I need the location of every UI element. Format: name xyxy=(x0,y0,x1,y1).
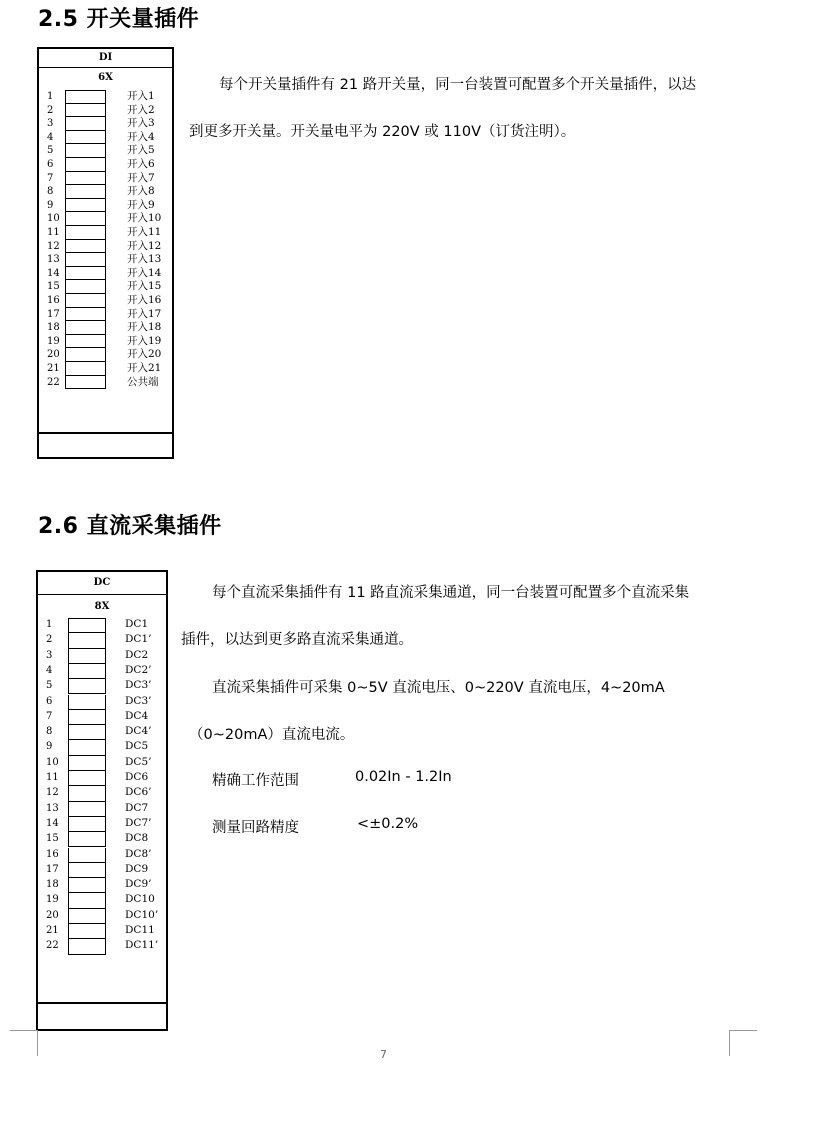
dc-terminal-number: 18 xyxy=(46,879,59,891)
di-terminal-label: 开入16 xyxy=(127,294,162,306)
section-2-6-paragraph-line-2: 插件，以达到更多路直流采集通道。 xyxy=(181,632,413,648)
di-terminal-number: 10 xyxy=(47,213,60,225)
di-terminal-label: 开入17 xyxy=(127,307,162,320)
dc-terminal-cell xyxy=(68,909,106,924)
dc-terminal-number: 15 xyxy=(46,833,59,845)
di-terminal-number: 8 xyxy=(47,186,54,198)
dc-block-footer-divider xyxy=(38,1002,166,1004)
dc-terminal-number: 7 xyxy=(46,710,53,722)
dc-terminal-label: DC11 xyxy=(125,924,155,936)
di-terminal-row xyxy=(39,335,172,349)
dc-terminal-cell xyxy=(68,618,106,633)
dc-terminal-label: DC1’ xyxy=(125,633,152,646)
dc-terminal-row xyxy=(38,817,166,831)
di-terminal-number: 17 xyxy=(47,308,60,320)
dc-terminal-row xyxy=(38,802,166,816)
dc-terminal-number: 8 xyxy=(46,726,53,738)
di-terminal-cell xyxy=(65,308,106,322)
di-terminal-number: 15 xyxy=(47,281,60,293)
dc-terminal-cell xyxy=(68,802,106,817)
di-terminal-label: 开入3 xyxy=(127,117,155,130)
di-terminal-cell xyxy=(65,104,106,118)
dc-terminal-number: 16 xyxy=(46,848,59,860)
dc-terminal-cell xyxy=(68,725,106,740)
di-terminal-cell xyxy=(65,185,106,199)
dc-terminal-cell xyxy=(68,679,106,694)
di-terminal-cell xyxy=(65,267,106,281)
dc-terminal-row xyxy=(38,679,166,693)
dc-terminal-row xyxy=(38,740,166,754)
spec-accuracy-range-value: 0.02In - 1.2In xyxy=(355,769,452,785)
dc-terminal-label: DC4’ xyxy=(125,725,152,738)
di-terminal-row xyxy=(39,144,172,158)
di-terminal-label: 开入4 xyxy=(127,130,155,143)
dc-terminal-label: DC7’ xyxy=(125,816,152,829)
crop-mark-left xyxy=(10,1030,38,1056)
dc-block-slot: 8X xyxy=(94,601,110,612)
dc-terminal-row xyxy=(38,848,166,862)
dc-terminal-cell xyxy=(68,756,106,771)
section-2-6-paragraph-line-3: 直流采集插件可采集 0~5V 直流电压、0~220V 直流电压，4~20mA xyxy=(212,680,665,696)
di-terminal-row xyxy=(39,321,172,335)
di-block-footer-divider xyxy=(39,432,172,434)
section-2-6-paragraph-line-4: （0~20mA）直流电流。 xyxy=(189,727,355,743)
dc-terminal-label: DC2 xyxy=(125,648,149,661)
di-terminal-row xyxy=(39,362,172,376)
di-terminal-row xyxy=(39,131,172,145)
dc-terminal-label: DC7 xyxy=(125,801,149,814)
dc-terminal-label: DC10 xyxy=(125,893,155,906)
di-terminal-row xyxy=(39,308,172,322)
di-terminal-label: 开入12 xyxy=(127,239,162,252)
section-2-6-paragraph-line-1: 每个直流采集插件有 11 路直流采集通道，同一台装置可配置多个直流采集 xyxy=(212,585,690,601)
di-terminal-label: 开入10 xyxy=(127,212,162,225)
di-terminal-number: 20 xyxy=(47,349,60,361)
dc-terminal-row xyxy=(38,832,166,846)
dc-block-title: DC xyxy=(38,572,166,595)
di-terminal-label: 开入1 xyxy=(127,90,155,102)
di-terminal-label: 公共端 xyxy=(127,375,159,388)
di-terminal-cell xyxy=(65,376,106,390)
di-terminal-cell xyxy=(65,362,106,376)
di-terminal-number: 1 xyxy=(47,91,54,102)
di-terminal-label: 开入15 xyxy=(127,280,162,293)
di-terminal-number: 11 xyxy=(47,227,60,238)
di-terminal-row xyxy=(39,212,172,226)
di-terminal-row xyxy=(39,267,172,281)
di-terminal-number: 3 xyxy=(47,118,54,130)
dc-terminal-row xyxy=(38,725,166,739)
dc-terminal-label: DC4 xyxy=(125,709,149,722)
di-terminal-row xyxy=(39,294,172,308)
dc-terminal-number: 11 xyxy=(46,772,59,783)
di-terminal-number: 14 xyxy=(47,267,60,279)
di-terminal-number: 6 xyxy=(47,159,54,170)
di-terminal-cell xyxy=(65,172,106,186)
dc-terminal-cell xyxy=(68,939,106,954)
spec-measurement-precision-value: <±0.2% xyxy=(357,816,419,832)
dc-terminal-row xyxy=(38,633,166,647)
dc-terminal-number: 10 xyxy=(46,756,59,768)
dc-terminal-number: 1 xyxy=(46,619,53,630)
di-terminal-label: 开入21 xyxy=(127,362,162,374)
di-terminal-number: 2 xyxy=(47,104,54,116)
dc-terminal-cell xyxy=(68,878,106,893)
section-2-6-heading: 2.6 直流采集插件 xyxy=(38,514,222,539)
dc-terminal-label: DC1 xyxy=(125,618,149,630)
di-terminal-row xyxy=(39,226,172,240)
di-terminal-label: 开入5 xyxy=(127,144,155,157)
dc-terminal-cell xyxy=(68,924,106,939)
page-number: 7 xyxy=(380,1048,387,1061)
dc-terminal-number: 3 xyxy=(46,649,53,661)
di-terminal-row xyxy=(39,117,172,131)
di-terminal-row xyxy=(39,90,172,104)
di-terminal-label: 开入11 xyxy=(127,226,162,238)
dc-terminal-label: DC5’ xyxy=(125,755,152,768)
dc-terminal-label: DC11’ xyxy=(125,939,159,952)
di-terminal-label: 开入19 xyxy=(127,334,162,347)
dc-terminal-cell xyxy=(68,893,106,908)
di-terminal-cell xyxy=(65,335,106,349)
section-2-5-paragraph-line-2: 到更多开关量。开关量电平为 220V 或 110V（订货注明）。 xyxy=(189,124,576,140)
dc-terminal-cell xyxy=(68,740,106,755)
dc-terminal-row xyxy=(38,924,166,938)
di-terminal-number: 4 xyxy=(47,131,54,143)
di-terminal-number: 22 xyxy=(47,376,60,388)
di-terminal-row xyxy=(39,376,172,390)
dc-terminal-label: DC10’ xyxy=(125,908,159,921)
di-terminal-cell xyxy=(65,280,106,294)
dc-terminal-number: 21 xyxy=(46,925,59,936)
di-terminal-number: 13 xyxy=(47,254,60,266)
crop-mark-right xyxy=(729,1030,757,1056)
dc-terminal-number: 17 xyxy=(46,863,59,875)
di-terminal-row xyxy=(39,280,172,294)
dc-terminal-row xyxy=(38,786,166,800)
di-terminal-number: 16 xyxy=(47,295,60,306)
di-terminal-label: 开入18 xyxy=(127,321,162,334)
di-terminal-block xyxy=(37,47,174,459)
dc-terminal-label: DC3’ xyxy=(125,679,152,692)
dc-terminal-number: 14 xyxy=(46,817,59,829)
di-terminal-cell xyxy=(65,158,106,172)
dc-terminal-cell xyxy=(68,817,106,832)
spec-accuracy-range-label: 精确工作范围 xyxy=(212,773,299,789)
dc-terminal-cell xyxy=(68,649,106,664)
di-terminal-row xyxy=(39,104,172,118)
dc-terminal-cell xyxy=(68,863,106,878)
dc-terminal-row xyxy=(38,893,166,907)
dc-terminal-cell xyxy=(68,710,106,725)
di-terminal-row xyxy=(39,158,172,172)
section-2-5-heading: 2.5 开关量插件 xyxy=(38,7,200,32)
dc-terminal-number: 20 xyxy=(46,909,59,921)
dc-terminal-label: DC9’ xyxy=(125,878,152,891)
di-terminal-cell xyxy=(65,117,106,131)
dc-terminal-row xyxy=(38,909,166,923)
di-terminal-number: 7 xyxy=(47,172,54,184)
dc-terminal-label: DC5 xyxy=(125,740,149,753)
dc-terminal-label: DC9 xyxy=(125,862,149,875)
dc-terminal-cell xyxy=(68,695,106,710)
dc-terminal-row xyxy=(38,863,166,877)
dc-terminal-number: 12 xyxy=(46,787,59,799)
dc-terminal-cell xyxy=(68,771,106,786)
dc-terminal-label: DC8’ xyxy=(125,847,152,860)
di-terminal-cell xyxy=(65,294,106,308)
di-terminal-cell xyxy=(65,348,106,362)
dc-terminal-cell xyxy=(68,848,106,863)
di-terminal-cell xyxy=(65,131,106,145)
di-block-title: DI xyxy=(39,49,172,68)
spec-measurement-precision-label: 测量回路精度 xyxy=(212,820,299,836)
di-terminal-number: 9 xyxy=(47,199,54,211)
di-terminal-row xyxy=(39,185,172,199)
di-terminal-number: 18 xyxy=(47,322,60,334)
di-terminal-label: 开入20 xyxy=(127,348,162,361)
di-terminal-cell xyxy=(65,253,106,267)
di-terminal-cell xyxy=(65,199,106,213)
dc-terminal-number: 4 xyxy=(46,664,53,676)
di-terminal-label: 开入6 xyxy=(127,158,155,170)
dc-terminal-label: DC3’ xyxy=(125,694,152,707)
di-terminal-label: 开入2 xyxy=(127,103,155,116)
dc-terminal-label: DC2’ xyxy=(125,663,152,676)
dc-terminal-row xyxy=(38,771,166,785)
di-terminal-row xyxy=(39,348,172,362)
di-terminal-cell xyxy=(65,321,106,335)
di-terminal-cell xyxy=(65,212,106,226)
dc-terminal-row xyxy=(38,756,166,770)
di-terminal-label: 开入13 xyxy=(127,253,162,266)
di-terminal-number: 12 xyxy=(47,240,60,252)
di-terminal-number: 19 xyxy=(47,335,60,347)
dc-terminal-label: DC6 xyxy=(125,771,149,783)
di-terminal-row xyxy=(39,240,172,254)
dc-terminal-label: DC6’ xyxy=(125,786,152,799)
dc-terminal-cell xyxy=(68,664,106,679)
section-2-5-paragraph-line-1: 每个开关量插件有 21 路开关量，同一台装置可配置多个开关量插件，以达 xyxy=(219,77,697,93)
dc-terminal-number: 9 xyxy=(46,741,53,753)
di-terminal-label: 开入14 xyxy=(127,266,162,279)
dc-terminal-number: 2 xyxy=(46,634,53,646)
di-terminal-label: 开入7 xyxy=(127,171,155,184)
dc-terminal-row xyxy=(38,878,166,892)
dc-terminal-row xyxy=(38,695,166,709)
di-terminal-number: 21 xyxy=(47,363,60,374)
dc-terminal-cell xyxy=(68,832,106,847)
dc-terminal-number: 13 xyxy=(46,802,59,814)
di-terminal-row xyxy=(39,253,172,267)
dc-terminal-row xyxy=(38,618,166,632)
di-terminal-label: 开入8 xyxy=(127,185,155,198)
dc-terminal-row xyxy=(38,710,166,724)
di-terminal-cell xyxy=(65,90,106,104)
dc-terminal-cell xyxy=(68,786,106,801)
di-terminal-number: 5 xyxy=(47,145,54,157)
di-terminal-cell xyxy=(65,144,106,158)
di-block-slot: 6X xyxy=(98,72,113,83)
dc-terminal-number: 5 xyxy=(46,680,53,692)
di-terminal-cell xyxy=(65,240,106,254)
di-terminal-cell xyxy=(65,226,106,240)
dc-terminal-row xyxy=(38,649,166,663)
di-terminal-label: 开入9 xyxy=(127,198,155,211)
dc-terminal-label: DC8 xyxy=(125,832,149,845)
dc-terminal-block xyxy=(36,570,168,1031)
dc-terminal-number: 19 xyxy=(46,894,59,906)
dc-terminal-row xyxy=(38,939,166,953)
dc-terminal-number: 22 xyxy=(46,940,59,952)
di-terminal-row xyxy=(39,199,172,213)
dc-terminal-number: 6 xyxy=(46,695,53,707)
dc-terminal-row xyxy=(38,664,166,678)
dc-terminal-cell xyxy=(68,633,106,648)
di-terminal-row xyxy=(39,172,172,186)
